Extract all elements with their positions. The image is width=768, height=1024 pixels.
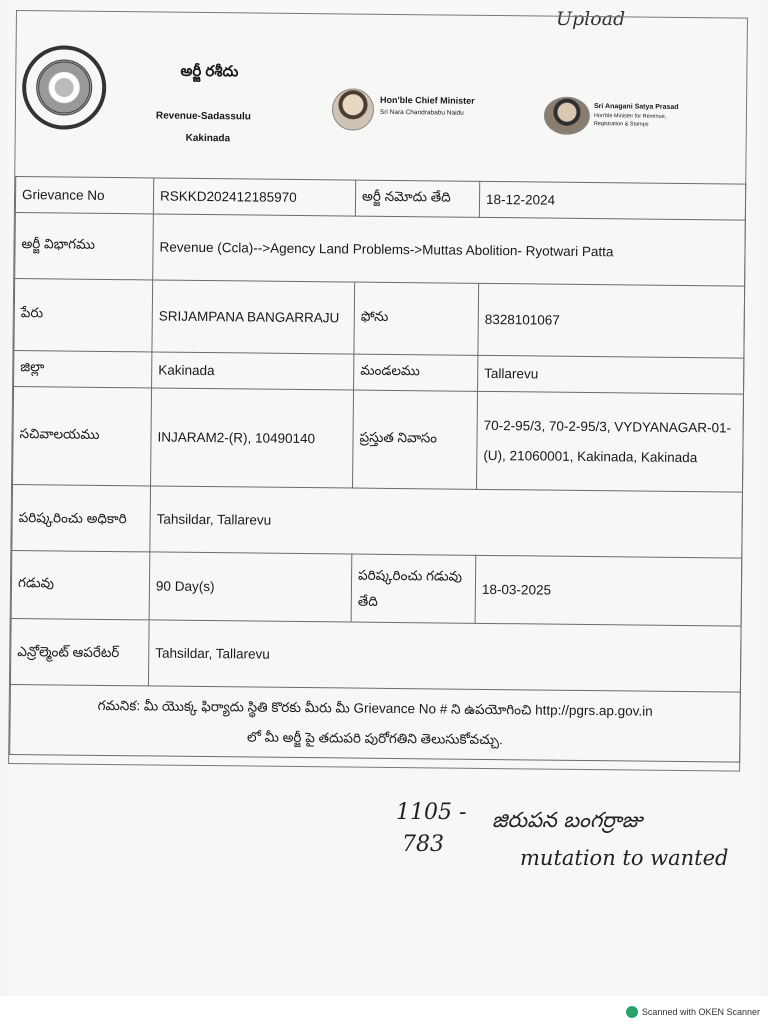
dept-label: అర్జీ విభాగము xyxy=(15,213,154,280)
table-row xyxy=(15,213,746,287)
mandal-label: మండలము xyxy=(354,354,478,391)
officer-label: పరిష్కరించు అధికారి xyxy=(12,484,151,551)
notice-line-1: గమనిక: మీ యొక్క ఫిర్యాదు స్థితి కొరకు మీరు మీ Grievance No # ని ఉపయోగించి http://pgrs.ap.gov.in xyxy=(97,697,653,719)
chief-minister-photo xyxy=(332,88,374,130)
name-label: పేరు xyxy=(14,279,153,352)
table-row xyxy=(11,550,742,626)
table-row xyxy=(12,484,743,558)
office-city: Kakinada xyxy=(185,132,231,145)
handwritten-upload-note: Upload xyxy=(556,8,626,30)
officer-value: Tahsildar, Tallarevu xyxy=(150,486,743,558)
operator-value: Tahsildar, Tallarevu xyxy=(148,620,741,692)
name-value: SRIJAMPANA BANGARRAJU xyxy=(152,280,355,354)
cm-title: Hon'ble Chief Minister xyxy=(380,94,475,106)
reg-date-value: 18-12-2024 xyxy=(479,181,745,220)
minister-designation-1: Hon'ble Minister for Revenue, xyxy=(593,113,667,120)
receipt-title: అర్జీ రశీదు xyxy=(180,62,239,81)
mandal-value: Tallarevu xyxy=(478,355,744,394)
notice-cell xyxy=(10,684,741,762)
office-name: Revenue-Sadassulu xyxy=(155,110,251,123)
table-row xyxy=(10,684,741,762)
table-row xyxy=(14,279,745,359)
resolve-date-value: 18-03-2025 xyxy=(475,555,742,626)
secretariat-label: సచివాలయము xyxy=(13,386,152,485)
grievance-details-table xyxy=(9,176,746,763)
scanner-watermark xyxy=(626,1006,760,1018)
residence-label: ప్రస్తుత నివాసం xyxy=(353,390,478,489)
handwritten-number-2: 783 xyxy=(402,832,444,857)
district-label: జిల్లా xyxy=(14,350,152,387)
grievance-no-value: RSKKD202412185970 xyxy=(153,178,355,216)
phone-value: 8328101067 xyxy=(478,283,745,358)
handwritten-telugu-name: జిరుపన బంగర్రాజు xyxy=(492,808,643,832)
scanner-logo-icon xyxy=(626,1006,638,1018)
minister-photo xyxy=(544,97,590,135)
handwritten-mutation-note: mutation to wanted xyxy=(520,846,729,870)
minister-designation-2: Registration & Stamps xyxy=(593,121,649,128)
resolve-date-label: పరిష్కరించు గడువు తేది xyxy=(351,554,476,623)
minister-name: Sri Anagani Satya Prasad xyxy=(593,103,679,111)
district-value: Kakinada xyxy=(152,352,354,390)
table-row xyxy=(10,618,741,692)
ap-government-seal-icon xyxy=(22,45,107,130)
deadline-label: గడువు xyxy=(11,550,150,619)
receipt-frame xyxy=(8,10,748,772)
handwritten-number-1: 1105 - xyxy=(396,800,467,825)
receipt-header xyxy=(15,11,747,184)
dept-value: Revenue (Ccla)-->Agency Land Problems->Muttas Abolition- Ryotwari Patta xyxy=(153,214,746,286)
residence-value: 70-2-95/3, 70-2-95/3, VYDYANAGAR-01-(U), 21060001, Kakinada, Kakinada xyxy=(477,391,744,492)
deadline-value: 90 Day(s) xyxy=(149,552,352,622)
operator-label: ఎన్రోల్మెంట్ ఆపరేటర్ xyxy=(10,618,149,685)
scanner-text: Scanned with OKEN Scanner xyxy=(641,1007,760,1017)
reg-date-label: అర్జీ నమోదు తేది xyxy=(355,180,479,217)
notice-line-2: లో మీ అర్జీ పై తదుపరి పురోగతిని తెలుసుకోవచ్చు. xyxy=(246,728,503,747)
phone-label: ఫోను xyxy=(354,282,479,355)
secretariat-value: INJARAM2-(R), 10490140 xyxy=(151,388,354,488)
table-row xyxy=(13,386,744,492)
cm-name: Sri Nara Chandrababu Naidu xyxy=(379,108,464,117)
grievance-no-label: Grievance No xyxy=(15,177,153,214)
